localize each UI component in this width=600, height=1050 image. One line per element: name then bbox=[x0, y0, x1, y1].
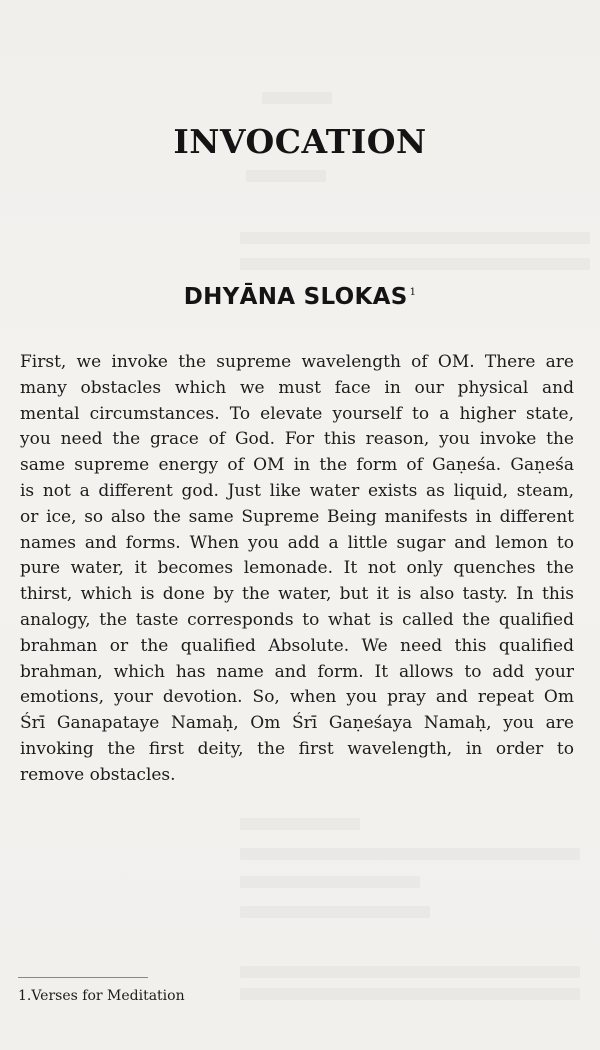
bleed-through-mark bbox=[240, 966, 580, 978]
paragraph-line: many obstacles which we must face in our physical and bbox=[20, 377, 574, 398]
paragraph-line: pure water, it becomes lemonade. It not only quenches the bbox=[20, 558, 574, 579]
paragraph-line: remove obstacles. bbox=[20, 764, 176, 785]
footnote-divider bbox=[18, 977, 148, 978]
paragraph-line: same supreme energy of OM in the form of Gaṇeśa. Gaṇeśa bbox=[20, 455, 574, 476]
paragraph-line: you need the grace of God. For this reason, you invoke the bbox=[20, 429, 574, 450]
bleed-through-mark bbox=[262, 92, 332, 104]
section-heading-text: DHYĀNA SLOKAS bbox=[183, 284, 408, 310]
section-heading bbox=[0, 284, 600, 310]
footnote-marker: 1 bbox=[409, 287, 417, 299]
bleed-through-mark bbox=[240, 906, 430, 918]
bleed-through-mark bbox=[240, 848, 580, 860]
paragraph-line: brahman, which has name and form. It allows to add your bbox=[20, 661, 574, 682]
paragraph-line: names and forms. When you add a little sugar and lemon to bbox=[20, 532, 574, 553]
paragraph-line: is not a different god. Just like water exists as liquid, steam, bbox=[20, 480, 574, 501]
paragraph-line: mental circumstances. To elevate yourself to a higher state, bbox=[20, 403, 574, 424]
paragraph-line: First, we invoke the supreme wavelength of OM. There are bbox=[20, 352, 574, 372]
paragraph-line: brahman or the qualified Absolute. We need this qualified bbox=[20, 635, 574, 656]
paragraph-line: analogy, the taste corresponds to what is called the qualified bbox=[20, 609, 574, 630]
paragraph-line: emotions, your devotion. So, when you pray and repeat Om bbox=[20, 687, 574, 708]
bleed-through-mark bbox=[240, 876, 420, 888]
bleed-through-mark bbox=[240, 232, 590, 244]
bleed-through-mark bbox=[246, 170, 326, 182]
bleed-through-mark bbox=[240, 988, 580, 1000]
footnote: 1.Verses for Meditation bbox=[18, 988, 185, 1004]
page-title: INVOCATION bbox=[173, 122, 427, 161]
paragraph-line: Śrī Ganapataye Namaḥ, Om Śrī Gaṇeśaya Namaḥ, you are bbox=[20, 713, 574, 734]
bleed-through-mark bbox=[240, 818, 360, 830]
body-paragraph bbox=[20, 350, 574, 789]
paragraph-line: or ice, so also the same Supreme Being manifests in different bbox=[20, 506, 574, 527]
paragraph-line: thirst, which is done by the water, but it is also tasty. In this bbox=[20, 584, 574, 605]
bleed-through-mark bbox=[240, 258, 590, 270]
paragraph-line: invoking the first deity, the first wavelength, in order to bbox=[20, 738, 574, 759]
